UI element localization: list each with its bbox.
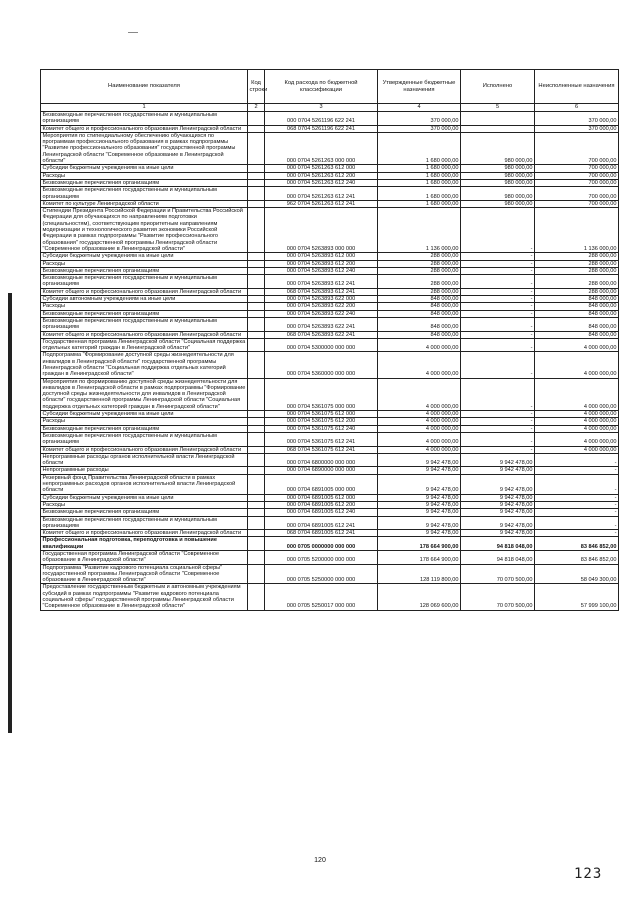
table-row [41, 425, 619, 432]
row-name: Безвозмездные перечисления государственным и муниципальным организациям [41, 187, 248, 201]
row-name: Субсидии автономным учреждениям на иные цели [41, 296, 248, 303]
row-line-code [248, 165, 265, 172]
row-executed: - [461, 352, 535, 378]
row-remaining: 4 000 000,00 [535, 418, 619, 425]
row-executed: 9 942 478,00 [461, 509, 535, 516]
row-approved: 1 680 000,00 [378, 132, 461, 164]
table-row [41, 165, 619, 172]
row-line-code [248, 288, 265, 295]
table-row [41, 453, 619, 467]
row-line-code [248, 296, 265, 303]
table-row [41, 208, 619, 253]
table-header-row [41, 70, 619, 104]
scan-margin-bar [8, 293, 12, 733]
row-line-code [248, 551, 265, 565]
row-executed: - [461, 418, 535, 425]
row-expense-code: 000 0704 6891005 612 200 [265, 501, 378, 508]
row-approved: 9 942 478,00 [378, 453, 461, 467]
table-row [41, 509, 619, 516]
row-approved: 848 000,00 [378, 331, 461, 338]
table-row [41, 432, 619, 446]
row-approved: 9 942 478,00 [378, 501, 461, 508]
row-name: Непрограммные расходы органов исполнительной власти Ленинградской области [41, 453, 248, 467]
row-name: Расходы [41, 418, 248, 425]
table-row [41, 125, 619, 132]
row-approved: 9 942 478,00 [378, 509, 461, 516]
table-row [41, 418, 619, 425]
row-line-code [248, 267, 265, 274]
row-name: Безвозмездные перечисления государственным и муниципальным организациям [41, 112, 248, 126]
table-row [41, 179, 619, 186]
row-remaining: 848 000,00 [535, 317, 619, 331]
row-line-code [248, 253, 265, 260]
row-executed: 9 942 478,00 [461, 467, 535, 474]
header-indicator-name: Наименование показателя [41, 70, 248, 104]
table-row [41, 187, 619, 201]
row-expense-code: 000 0704 6800000 000 000 [265, 453, 378, 467]
row-approved: 370 000,00 [378, 125, 461, 132]
row-remaining: 4 000 000,00 [535, 338, 619, 352]
row-name: Расходы [41, 172, 248, 179]
row-expense-code: 000 0704 6891005 612 000 [265, 494, 378, 501]
row-name: Комитет общего и профессионального образования Ленинградской области [41, 125, 248, 132]
row-remaining: 700 000,00 [535, 200, 619, 207]
table-row [41, 310, 619, 317]
row-remaining: 58 049 300,00 [535, 564, 619, 584]
row-line-code [248, 425, 265, 432]
table-row [41, 132, 619, 164]
row-executed [461, 125, 535, 132]
row-line-code [248, 530, 265, 537]
row-expense-code: 000 0704 5263893 622 240 [265, 310, 378, 317]
row-remaining: 700 000,00 [535, 179, 619, 186]
table-row [41, 296, 619, 303]
row-expense-code: 000 0704 5263893 622 200 [265, 303, 378, 310]
row-executed: - [461, 446, 535, 453]
row-approved: 1 680 000,00 [378, 200, 461, 207]
row-name: Комитет общего и профессионального образования Ленинградской области [41, 331, 248, 338]
row-line-code [248, 537, 265, 551]
row-approved: 4 000 000,00 [378, 352, 461, 378]
row-expense-code: 000 0704 6891005 612 240 [265, 509, 378, 516]
row-executed: - [461, 303, 535, 310]
page-number: 120 [314, 857, 326, 864]
row-line-code [248, 331, 265, 338]
row-remaining: 288 000,00 [535, 275, 619, 289]
row-executed: 980 000,00 [461, 187, 535, 201]
row-executed [461, 112, 535, 126]
column-number: 2 [248, 104, 265, 112]
row-line-code [248, 453, 265, 467]
row-name: Комитет по культуре Ленинградской области [41, 200, 248, 207]
row-approved: 1 680 000,00 [378, 179, 461, 186]
row-line-code [248, 474, 265, 494]
row-name: Безвозмездные перечисления организациям [41, 425, 248, 432]
row-line-code [248, 564, 265, 584]
row-remaining: - [535, 494, 619, 501]
row-executed: - [461, 411, 535, 418]
table-row [41, 516, 619, 530]
row-expense-code: 000 0704 5300000 000 000 [265, 338, 378, 352]
row-line-code [248, 352, 265, 378]
row-approved: 9 942 478,00 [378, 494, 461, 501]
row-remaining: 4 000 000,00 [535, 378, 619, 410]
row-expense-code: 000 0704 5261263 612 200 [265, 172, 378, 179]
row-expense-code: 000 0704 5360000 000 000 [265, 352, 378, 378]
row-name: Государственная программа Ленинградской области "Современное образование в Ленинградской области" [41, 551, 248, 565]
row-remaining: - [535, 467, 619, 474]
table-row [41, 172, 619, 179]
row-line-code [248, 260, 265, 267]
row-executed: - [461, 310, 535, 317]
row-executed: 980 000,00 [461, 179, 535, 186]
row-line-code [248, 516, 265, 530]
row-line-code [248, 200, 265, 207]
row-approved: 4 000 000,00 [378, 425, 461, 432]
row-expense-code: 000 0704 5261263 612 241 [265, 187, 378, 201]
row-remaining: 288 000,00 [535, 260, 619, 267]
row-remaining: 848 000,00 [535, 331, 619, 338]
column-number: 4 [378, 104, 461, 112]
row-executed: - [461, 275, 535, 289]
row-approved: 4 000 000,00 [378, 432, 461, 446]
row-expense-code: 000 0704 5263893 000 000 [265, 208, 378, 253]
row-approved: 9 942 478,00 [378, 474, 461, 494]
row-remaining: - [535, 453, 619, 467]
row-expense-code: 000 0704 5263893 612 240 [265, 267, 378, 274]
row-approved: 178 664 900,00 [378, 551, 461, 565]
row-line-code [248, 275, 265, 289]
row-expense-code: 000 0704 5361075 612 200 [265, 418, 378, 425]
row-expense-code: 068 0704 5261196 622 241 [265, 125, 378, 132]
row-line-code [248, 112, 265, 126]
table-row [41, 352, 619, 378]
row-executed: - [461, 208, 535, 253]
row-expense-code: 000 0705 5200000 000 000 [265, 551, 378, 565]
row-remaining: 4 000 000,00 [535, 446, 619, 453]
row-approved: 128 069 600,00 [378, 584, 461, 610]
row-line-code [248, 179, 265, 186]
row-name: Безвозмездные перечисления государственным и муниципальным организациям [41, 317, 248, 331]
table-row [41, 494, 619, 501]
row-executed: 9 942 478,00 [461, 516, 535, 530]
row-line-code [248, 132, 265, 164]
row-expense-code: 000 0704 5261263 612 000 [265, 165, 378, 172]
row-executed: 980 000,00 [461, 132, 535, 164]
row-approved: 1 680 000,00 [378, 172, 461, 179]
row-name: Комитет общего и профессионального образования Ленинградской области [41, 288, 248, 295]
row-executed: - [461, 267, 535, 274]
row-name: Безвозмездные перечисления организациям [41, 267, 248, 274]
row-name: Субсидии бюджетным учреждениям на иные цели [41, 165, 248, 172]
row-executed: - [461, 253, 535, 260]
row-executed: - [461, 338, 535, 352]
row-name: Безвозмездные перечисления государственным и муниципальным организациям [41, 432, 248, 446]
row-name: Безвозмездные перечисления государственным и муниципальным организациям [41, 275, 248, 289]
row-line-code [248, 501, 265, 508]
row-line-code [248, 584, 265, 610]
table-row [41, 331, 619, 338]
row-executed: - [461, 296, 535, 303]
column-number: 6 [535, 104, 619, 112]
row-executed: - [461, 425, 535, 432]
row-expense-code: 000 0705 0000000 000 000 [265, 537, 378, 551]
row-name: Мероприятия по формированию доступной среды жизнедеятельности для инвалидов в Ленинградской области в рамках подпрограммы "Формирование доступной среды жизнедеятельности для инвалидов в Ленинградской области" государственной программы Ленинградской области "Социальная поддержка отдельных категорий граждан в Ленинградской области" [41, 378, 248, 410]
row-executed: 980 000,00 [461, 200, 535, 207]
row-line-code [248, 418, 265, 425]
row-executed: - [461, 260, 535, 267]
row-executed: 9 942 478,00 [461, 501, 535, 508]
row-approved: 178 664 900,00 [378, 537, 461, 551]
row-executed: 9 942 478,00 [461, 530, 535, 537]
row-line-code [248, 432, 265, 446]
row-executed: 980 000,00 [461, 172, 535, 179]
row-approved: 4 000 000,00 [378, 338, 461, 352]
table-row [41, 501, 619, 508]
row-expense-code: 000 0704 6891005 612 241 [265, 516, 378, 530]
row-line-code [248, 509, 265, 516]
row-remaining: 4 000 000,00 [535, 352, 619, 378]
row-name: Безвозмездные перечисления организациям [41, 310, 248, 317]
column-number: 1 [41, 104, 248, 112]
row-name: Субсидии бюджетным учреждениям на иные цели [41, 411, 248, 418]
row-expense-code: 068 0704 5263893 622 241 [265, 331, 378, 338]
row-line-code [248, 467, 265, 474]
row-name: Комитет общего и профессионального образования Ленинградской области [41, 530, 248, 537]
row-expense-code: 000 0704 5263893 612 200 [265, 260, 378, 267]
table-row [41, 303, 619, 310]
table-row [41, 317, 619, 331]
row-approved: 4 000 000,00 [378, 418, 461, 425]
row-expense-code: 962 0704 5261263 612 241 [265, 200, 378, 207]
row-name: Расходы [41, 260, 248, 267]
row-remaining: 1 136 000,00 [535, 208, 619, 253]
table-row [41, 474, 619, 494]
row-line-code [248, 446, 265, 453]
row-remaining: 288 000,00 [535, 288, 619, 295]
row-remaining: 83 846 852,00 [535, 551, 619, 565]
row-executed: - [461, 288, 535, 295]
row-remaining: - [535, 501, 619, 508]
row-line-code [248, 208, 265, 253]
row-approved: 288 000,00 [378, 288, 461, 295]
row-line-code [248, 378, 265, 410]
row-line-code [248, 317, 265, 331]
row-approved: 128 119 800,00 [378, 564, 461, 584]
row-line-code [248, 172, 265, 179]
row-remaining: 370 000,00 [535, 112, 619, 126]
row-approved: 9 942 478,00 [378, 530, 461, 537]
row-expense-code: 000 0704 5263893 622 241 [265, 317, 378, 331]
row-name: Государственная программа Ленинградской области "Социальная поддержка отдельных категорий граждан в Ленинградской области" [41, 338, 248, 352]
table-row [41, 530, 619, 537]
column-number-row [41, 104, 619, 112]
row-expense-code: 000 0705 5250017 000 000 [265, 584, 378, 610]
row-remaining: 848 000,00 [535, 310, 619, 317]
row-remaining: 370 000,00 [535, 125, 619, 132]
row-name: Мероприятия по стипендиальному обеспечению обучающихся по программам профессионального образования в рамках подпрограммы "Развитие профессионального образования" государственной программы Ленинградской области "Современное образование в Ленинградской области" [41, 132, 248, 164]
row-approved: 4 000 000,00 [378, 378, 461, 410]
row-executed: - [461, 378, 535, 410]
row-remaining: 848 000,00 [535, 303, 619, 310]
row-executed: 94 818 048,00 [461, 551, 535, 565]
row-expense-code: 068 0704 5263893 612 241 [265, 288, 378, 295]
row-expense-code: 068 0704 5361075 612 241 [265, 446, 378, 453]
row-expense-code: 000 0704 5263893 622 000 [265, 296, 378, 303]
table-row [41, 338, 619, 352]
row-executed: - [461, 331, 535, 338]
row-approved: 370 000,00 [378, 112, 461, 126]
row-approved: 9 942 478,00 [378, 516, 461, 530]
budget-execution-table [40, 69, 619, 611]
row-line-code [248, 310, 265, 317]
row-name: Подпрограмма "Развитие кадрового потенциала социальной сферы" государственной программы Ленинградской области "Современное образование в Ленинградской области" [41, 564, 248, 584]
row-name: Подпрограмма "Формирование доступной среды жизнедеятельности для инвалидов в Ленинградской области" государственной программы Ленинградской области "Социальная поддержка отдельных категорий граждан в Ленинградской области" [41, 352, 248, 378]
row-remaining: 700 000,00 [535, 165, 619, 172]
table-row [41, 411, 619, 418]
row-line-code [248, 338, 265, 352]
row-approved: 1 136 000,00 [378, 208, 461, 253]
row-remaining: - [535, 530, 619, 537]
row-expense-code: 000 0704 5261263 000 000 [265, 132, 378, 164]
row-name: Субсидии бюджетным учреждениям на иные цели [41, 253, 248, 260]
row-name: Профессиональная подготовка, переподготовка и повышение квалификации [41, 537, 248, 551]
table-row [41, 260, 619, 267]
column-number: 3 [265, 104, 378, 112]
header-approved: Утвержденные бюджетные назначения [378, 70, 461, 104]
row-executed: 94 818 048,00 [461, 537, 535, 551]
row-remaining: 848 000,00 [535, 296, 619, 303]
table-body [41, 112, 619, 611]
row-executed: 70 070 500,00 [461, 584, 535, 610]
row-approved: 848 000,00 [378, 310, 461, 317]
row-approved: 848 000,00 [378, 303, 461, 310]
row-remaining: 700 000,00 [535, 132, 619, 164]
row-expense-code: 000 0704 5361075 612 240 [265, 425, 378, 432]
row-name: Стипендии Президента Российской Федерации и Правительства Российской Федерации для обучающихся по направлениям подготовки (специальностям), соответствующим приоритетным направлениям модернизации и технологического развития экономики Российской Федерации в рамках подпрограммы "Развитие профессионального образования" государственной программы Ленинградской области "Современное образование в Ленинградской области" [41, 208, 248, 253]
table-row [41, 551, 619, 565]
row-name: Расходы [41, 501, 248, 508]
row-line-code [248, 125, 265, 132]
table-row [41, 112, 619, 126]
row-remaining: 700 000,00 [535, 187, 619, 201]
row-executed: 70 070 500,00 [461, 564, 535, 584]
row-name: Безвозмездные перечисления государственным и муниципальным организациям [41, 516, 248, 530]
row-expense-code: 000 0705 5250000 000 000 [265, 564, 378, 584]
row-name: Безвозмездные перечисления организациям [41, 179, 248, 186]
row-approved: 848 000,00 [378, 296, 461, 303]
row-approved: 288 000,00 [378, 260, 461, 267]
header-executed: Исполнено [461, 70, 535, 104]
table-row [41, 467, 619, 474]
table-row [41, 200, 619, 207]
table-row [41, 288, 619, 295]
row-approved: 9 942 478,00 [378, 467, 461, 474]
handwritten-page-stamp: 123 [574, 866, 603, 882]
row-name: Непрограммные расходы [41, 467, 248, 474]
row-executed: 980 000,00 [461, 165, 535, 172]
row-name: Расходы [41, 303, 248, 310]
row-approved: 4 000 000,00 [378, 411, 461, 418]
row-name: Комитет общего и профессионального образования Ленинградской области [41, 446, 248, 453]
row-name: Резервный фонд Правительства Ленинградской области в рамках непрограммных расходов органов исполнительной власти Ленинградской области [41, 474, 248, 494]
row-remaining: - [535, 474, 619, 494]
header-remaining: Неисполненные назначения [535, 70, 619, 104]
row-approved: 1 680 000,00 [378, 187, 461, 201]
row-approved: 288 000,00 [378, 267, 461, 274]
table-row [41, 564, 619, 584]
row-approved: 288 000,00 [378, 253, 461, 260]
row-approved: 4 000 000,00 [378, 446, 461, 453]
row-remaining: 700 000,00 [535, 172, 619, 179]
row-expense-code: 000 0704 5361075 612 000 [265, 411, 378, 418]
row-expense-code: 000 0704 5261263 612 240 [265, 179, 378, 186]
table-row [41, 378, 619, 410]
header-line-code: Код строки [248, 70, 265, 104]
row-line-code [248, 187, 265, 201]
row-executed: 9 942 478,00 [461, 474, 535, 494]
row-approved: 848 000,00 [378, 317, 461, 331]
row-remaining: - [535, 516, 619, 530]
row-expense-code: 000 0704 5361075 000 000 [265, 378, 378, 410]
scan-artifact [128, 32, 138, 33]
table-row [41, 275, 619, 289]
row-remaining: 288 000,00 [535, 267, 619, 274]
row-expense-code: 000 0704 5263893 612 241 [265, 275, 378, 289]
row-remaining: 4 000 000,00 [535, 411, 619, 418]
row-line-code [248, 303, 265, 310]
row-executed: - [461, 432, 535, 446]
row-name: Субсидии бюджетным учреждениям на иные цели [41, 494, 248, 501]
row-expense-code: 068 0704 6891005 612 241 [265, 530, 378, 537]
row-name: Безвозмездные перечисления организациям [41, 509, 248, 516]
row-expense-code: 000 0704 5263893 612 000 [265, 253, 378, 260]
row-remaining: - [535, 509, 619, 516]
row-line-code [248, 494, 265, 501]
row-remaining: 4 000 000,00 [535, 432, 619, 446]
table-row [41, 253, 619, 260]
row-approved: 1 680 000,00 [378, 165, 461, 172]
row-expense-code: 000 0704 6891005 000 000 [265, 474, 378, 494]
row-remaining: 288 000,00 [535, 253, 619, 260]
row-approved: 288 000,00 [378, 275, 461, 289]
header-expense-code: Код расхода по бюджетной классификации [265, 70, 378, 104]
row-executed: - [461, 317, 535, 331]
table-row [41, 267, 619, 274]
table-row [41, 446, 619, 453]
row-remaining: 4 000 000,00 [535, 425, 619, 432]
row-remaining: 57 999 100,00 [535, 584, 619, 610]
row-expense-code: 000 0704 5261196 622 241 [265, 112, 378, 126]
row-expense-code: 000 0704 5361075 612 241 [265, 432, 378, 446]
table-row [41, 537, 619, 551]
column-number: 5 [461, 104, 535, 112]
row-executed: 9 942 478,00 [461, 453, 535, 467]
row-executed: 9 942 478,00 [461, 494, 535, 501]
row-name: Предоставление государственным бюджетным и автономным учреждениям субсидий в рамках подпрограммы "Развитие кадрового потенциала социальной сферы" государственной программы Ленинградской области "Современное образование в Ленинградской области" [41, 584, 248, 610]
row-expense-code: 000 0704 6890000 000 000 [265, 467, 378, 474]
table-row [41, 584, 619, 610]
row-line-code [248, 411, 265, 418]
row-remaining: 83 846 852,00 [535, 537, 619, 551]
